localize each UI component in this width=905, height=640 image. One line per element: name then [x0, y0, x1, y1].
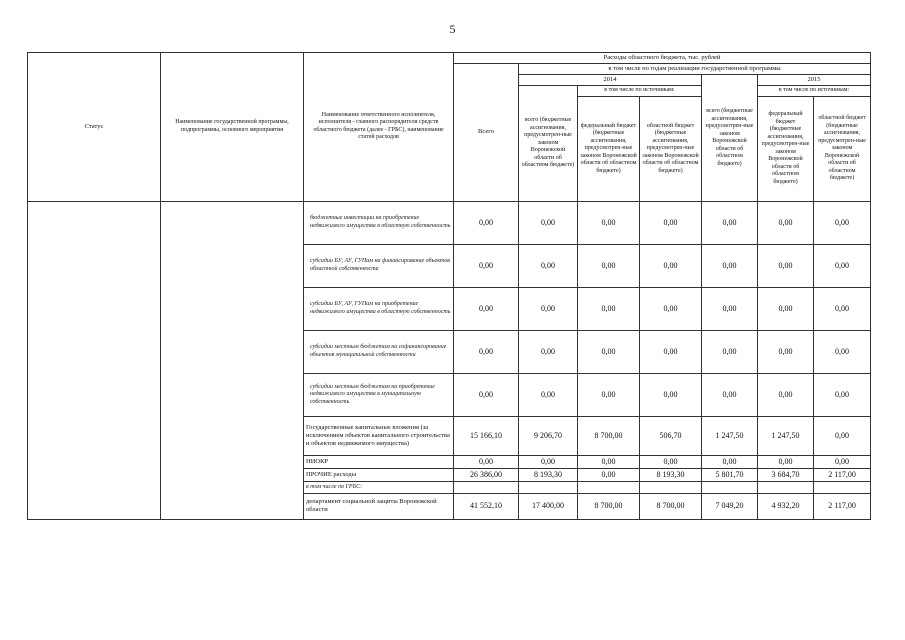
cell-all-2014: 0,00: [519, 201, 578, 244]
cell-total: 0,00: [454, 455, 519, 468]
cell-regional-2015: 0,00: [814, 416, 871, 455]
header-all-2014: всего (бюджетные ассигнования, предусмотрен-ные законом Воронежской области об областном бюджете): [519, 86, 578, 202]
header-federal-2014: федеральный бюджет (бюджетные ассигнования, предусмотрен-ные законом Воронежской области об областном бюджете): [578, 96, 640, 201]
cell-all-2014: 0,00: [519, 455, 578, 468]
cell-total: 0,00: [454, 330, 519, 373]
row-name: субсидии БУ, АУ, ГУПам на приобретение недвижимого имущества в областную собственность: [304, 287, 454, 330]
header-expenses-title: Расходы областного бюджета, тыс. рублей: [454, 53, 871, 64]
row-name: субсидии БУ, АУ, ГУПам на финансирование объектов областной собственности: [304, 244, 454, 287]
cell-all-2014: 9 206,70: [519, 416, 578, 455]
cell-regional-2014: 506,70: [640, 416, 702, 455]
cell-regional-2015: 0,00: [814, 244, 871, 287]
cell-all-2014: 8 193,30: [519, 468, 578, 481]
row-name: субсидии местным бюджетам на приобретение недвижимого имущества в муниципальную собственность: [304, 373, 454, 416]
cell-regional-2014: 0,00: [640, 330, 702, 373]
cell-regional-2015: 0,00: [814, 330, 871, 373]
cell-regional-2015: 0,00: [814, 287, 871, 330]
cell-regional-2014: 0,00: [640, 287, 702, 330]
cell-all-2015: 0,00: [702, 455, 758, 468]
cell-federal-2014: 0,00: [578, 287, 640, 330]
cell-regional-2014: 8 700,00: [640, 493, 702, 519]
cell-regional-2014: 8 193,30: [640, 468, 702, 481]
cell-all-2014: 17 400,00: [519, 493, 578, 519]
cell-total: 0,00: [454, 373, 519, 416]
header-program-name: Наименование государственной программы, подпрограммы, основного мероприятия: [161, 53, 304, 202]
row-name: НИОКР: [304, 455, 454, 468]
cell-federal-2015: 0,00: [758, 201, 814, 244]
cell-all-2015: 7 049,20: [702, 493, 758, 519]
program-cell: [161, 201, 304, 519]
row-name: департамент социальной защиты Воронежской области: [304, 493, 454, 519]
cell-total: 26 386,00: [454, 468, 519, 481]
cell-federal-2014: 0,00: [578, 201, 640, 244]
cell-all-2014: 0,00: [519, 373, 578, 416]
table-row: [28, 201, 871, 244]
cell-federal-2014: 0,00: [578, 244, 640, 287]
cell-all-2015: 0,00: [702, 373, 758, 416]
cell-all-2015: 0,00: [702, 244, 758, 287]
row-name: в том числе по ГРБС:: [304, 481, 454, 493]
cell-regional-2014: 0,00: [640, 455, 702, 468]
header-status: Статус: [28, 53, 161, 202]
cell-federal-2015: 0,00: [758, 455, 814, 468]
cell-regional-2015: 2 117,00: [814, 493, 871, 519]
header-all-2015: всего (бюджетные ассигнования, предусмотрен-ные законом Воронежской области об областном бюджете): [702, 75, 758, 202]
cell-all-2014: 0,00: [519, 330, 578, 373]
header-year-2014: 2014: [519, 75, 702, 86]
cell-total: 0,00: [454, 201, 519, 244]
cell-all-2014: 0,00: [519, 244, 578, 287]
cell-federal-2015: 0,00: [758, 330, 814, 373]
cell-all-2015: 5 801,70: [702, 468, 758, 481]
cell-regional-2015: 0,00: [814, 455, 871, 468]
header-regional-2014: областной бюджет (бюджетные ассигнования, предусмотрен-ные законом Воронежской области об областном бюджете): [640, 96, 702, 201]
header-regional-2015: областной бюджет (бюджетные ассигнования, предусмотрен-ные законом Воронежской области об областном бюджете): [814, 96, 871, 201]
cell-total: 0,00: [454, 244, 519, 287]
header-by-sources-2014: в том числе по источникам:: [578, 86, 702, 97]
cell-federal-2015: 0,00: [758, 244, 814, 287]
row-name: Государственные капитальные вложения (за исключением объектов капитального строительства и объектов недвижимого имущества): [304, 416, 454, 455]
cell-total: 0,00: [454, 287, 519, 330]
header-year-2015: 2015: [758, 75, 871, 86]
cell-regional-2015: 0,00: [814, 201, 871, 244]
cell-all-2015: 1 247,50: [702, 416, 758, 455]
cell-regional-2015: 2 117,00: [814, 468, 871, 481]
cell-federal-2015: 4 932,20: [758, 493, 814, 519]
budget-table: [27, 52, 871, 520]
cell-all-2014: 0,00: [519, 287, 578, 330]
header-by-sources-2015: в том числе по источникам:: [758, 86, 871, 97]
header-total: Всего: [454, 64, 519, 202]
cell-all-2015: 0,00: [702, 330, 758, 373]
cell-federal-2014: 0,00: [578, 455, 640, 468]
cell-total: 15 166,10: [454, 416, 519, 455]
cell-federal-2015: 3 684,70: [758, 468, 814, 481]
header-by-years: в том числе по годам реализации государственной программы: [519, 64, 871, 75]
row-name: субсидии местным бюджетам на софинансирование объектов муниципальной собственности: [304, 330, 454, 373]
cell-total: 41 552,10: [454, 493, 519, 519]
header-executor: Наименование ответственного исполнителя, исполнителя - главного распорядителя средств областного бюджета (далее - ГРБС), наименование статей расходов: [304, 53, 454, 202]
header-federal-2015: федеральный бюджет (бюджетные ассигнования, предусмотрен-ные законом Воронежской области об областном бюджете): [758, 96, 814, 201]
cell-federal-2014: 0,00: [578, 468, 640, 481]
cell-regional-2014: 0,00: [640, 244, 702, 287]
cell-all-2015: 0,00: [702, 287, 758, 330]
cell-federal-2015: 0,00: [758, 373, 814, 416]
cell-federal-2014: 0,00: [578, 330, 640, 373]
cell-regional-2015: 0,00: [814, 373, 871, 416]
cell-federal-2015: 0,00: [758, 287, 814, 330]
page-number: 5: [449, 22, 456, 36]
cell-federal-2014: 0,00: [578, 373, 640, 416]
row-name: ПРОЧИЕ расходы: [304, 468, 454, 481]
cell-federal-2014: 8 700,00: [578, 493, 640, 519]
cell-federal-2015: 1 247,50: [758, 416, 814, 455]
cell-regional-2014: 0,00: [640, 201, 702, 244]
cell-federal-2014: 8 700,00: [578, 416, 640, 455]
row-name: бюджетные инвестиции на приобретение недвижимого имущества в областную собственность: [304, 201, 454, 244]
status-cell: [28, 201, 161, 519]
cell-all-2015: 0,00: [702, 201, 758, 244]
cell-regional-2014: 0,00: [640, 373, 702, 416]
